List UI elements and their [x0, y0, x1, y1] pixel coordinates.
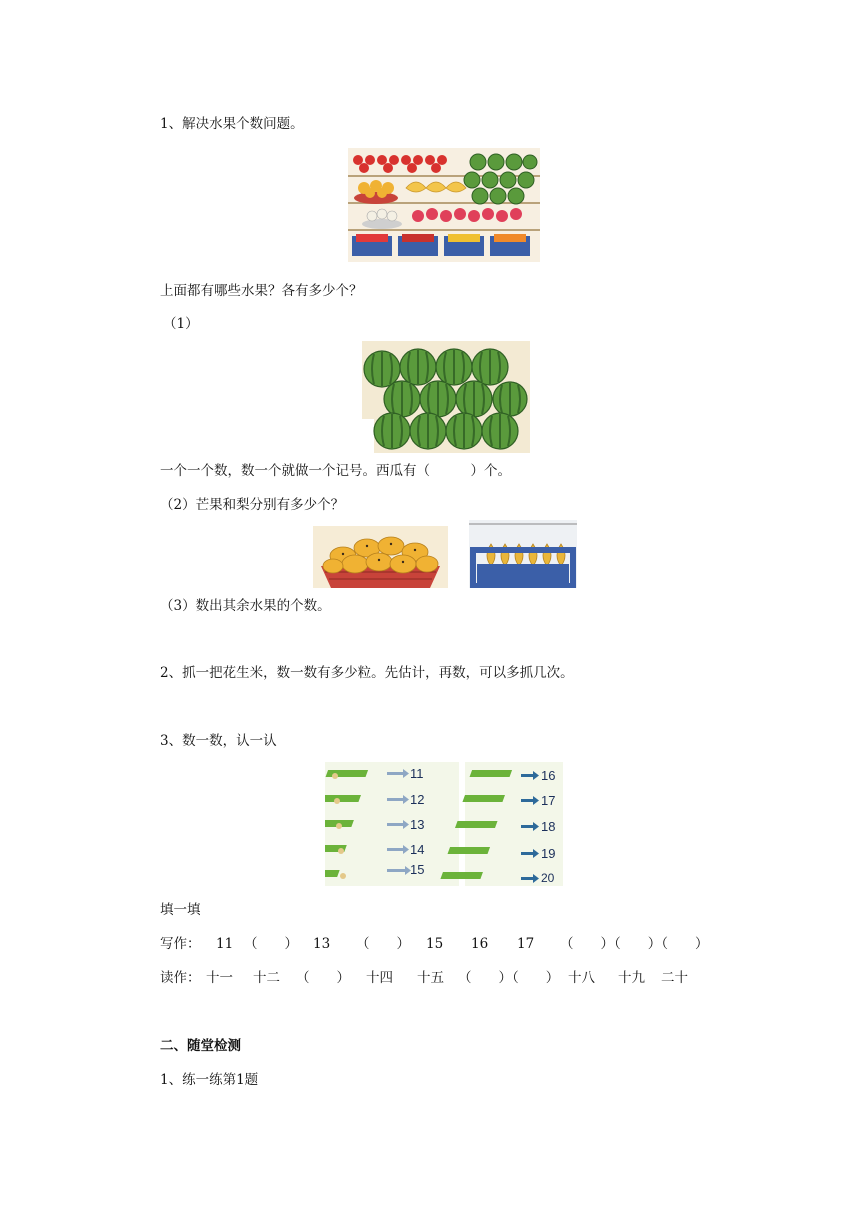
number-label: 18 — [541, 819, 556, 834]
fruit-shelf-image — [348, 148, 540, 262]
section2-item1: 1、练一练第1题 — [160, 1072, 259, 1088]
number-label: 17 — [541, 793, 556, 808]
q1-sub3-text: （3）数出其余水果的个数。 — [160, 598, 331, 614]
read-blank[interactable]: （ ） — [296, 970, 350, 986]
pear-crate-image — [469, 520, 577, 588]
number-label: 15 — [410, 862, 425, 877]
write-item: 17 — [517, 936, 535, 952]
q2-text: 2、抓一把花生米，数一数有多少粒。先估计，再数，可以多抓几次。 — [160, 665, 574, 681]
read-blank[interactable]: （ ）（ ） — [458, 970, 560, 986]
write-blank[interactable]: （ ） — [244, 936, 298, 952]
q1-sub1-label: （1） — [163, 316, 199, 332]
number-label: 13 — [410, 817, 425, 832]
number-label: 14 — [410, 842, 425, 857]
write-item: 15 — [426, 936, 444, 952]
read-item: 二十 — [661, 970, 688, 986]
counting-sticks-image — [325, 762, 563, 886]
read-row — [160, 969, 760, 987]
q3-title: 3、数一数，认一认 — [160, 733, 277, 749]
read-label: 读作： — [160, 970, 201, 986]
read-item: 十九 — [618, 970, 645, 986]
watermelon-image — [362, 341, 530, 453]
number-label: 12 — [410, 792, 425, 807]
q1-title: 1、解决水果个数问题。 — [160, 116, 304, 132]
number-label: 16 — [541, 768, 556, 783]
number-label: 11 — [410, 766, 424, 781]
write-row — [160, 935, 760, 953]
number-label: 20 — [541, 871, 555, 885]
q1-sub2-text: （2）芒果和梨分别有多少个？ — [160, 497, 345, 513]
mango-basket-image — [313, 526, 448, 588]
read-item: 十八 — [568, 970, 595, 986]
q1-sub1-text: 一个一个数，数一个就做一个记号。西瓜有（ ）个。 — [160, 463, 511, 479]
write-item: 13 — [313, 936, 331, 952]
section2-title: 二、随堂检测 — [160, 1038, 241, 1054]
read-item: 十一 — [206, 970, 233, 986]
write-item: 16 — [471, 936, 489, 952]
read-item: 十二 — [253, 970, 280, 986]
fill-title: 填一填 — [160, 902, 201, 918]
write-blank[interactable]: （ ） — [356, 936, 410, 952]
read-item: 十四 — [366, 970, 393, 986]
q1-question: 上面都有哪些水果？各有多少个？ — [160, 283, 363, 299]
write-blank[interactable]: （ ）（ ）（ ） — [560, 936, 709, 952]
write-item: 11 — [216, 936, 234, 952]
write-label: 写作： — [160, 936, 201, 952]
number-label: 19 — [541, 846, 556, 861]
read-item: 十五 — [417, 970, 444, 986]
